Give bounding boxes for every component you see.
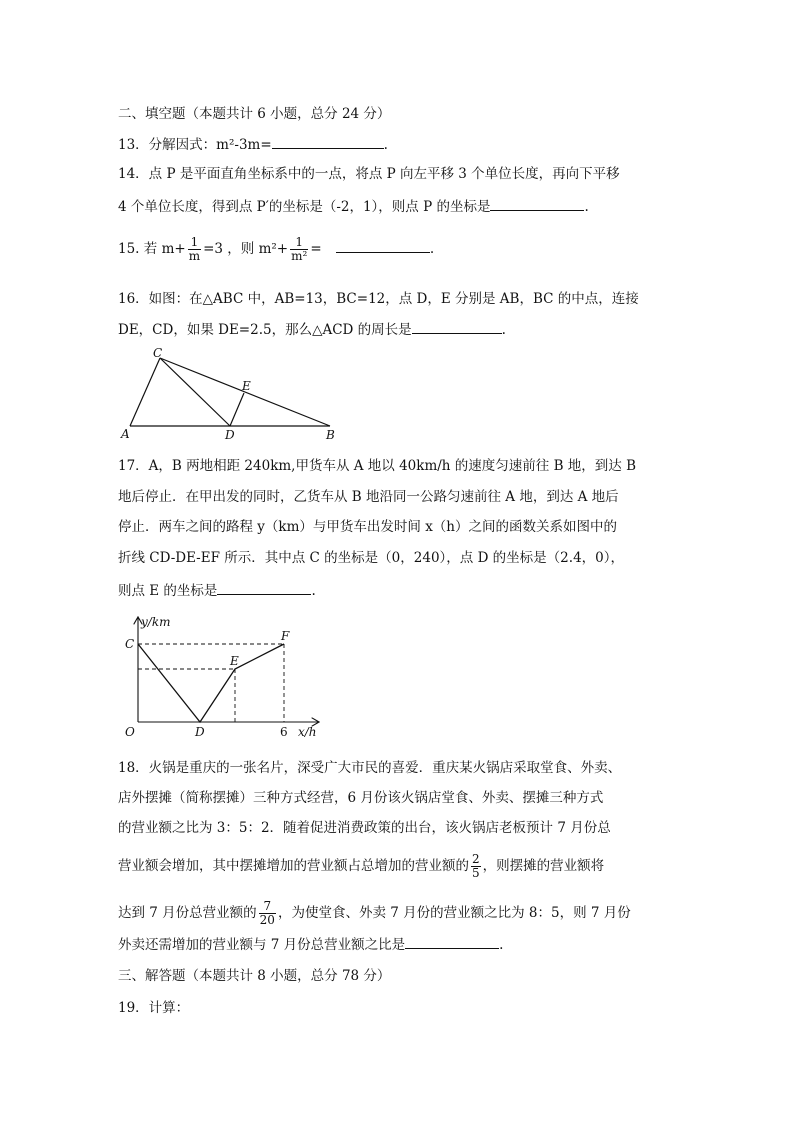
question-13-text: 13．分解因式：m²-3m= — [118, 137, 272, 153]
q15-frac2-num: 1 — [290, 236, 308, 250]
q15-m: m+ — [161, 241, 186, 257]
question-19: 19．计算： — [118, 1000, 190, 1016]
answer-blank-13 — [272, 134, 384, 149]
section-3-title: 三、解答题（本题共计 8 小题，总分 78 分） — [118, 968, 391, 984]
question-16-line-1: 16．如图：在△ABC 中，AB=13，BC=12，点 D，E 分别是 AB，BC 的中点，连接 — [118, 291, 639, 307]
q18-fraction-1 — [471, 853, 481, 880]
q15-then: ，则 — [227, 241, 255, 257]
question-17-line-3: 停止．两车之间的路程 y（km）与甲货车出发时间 x（h）之间的函数关系如图中的 — [118, 519, 617, 535]
q18-frac2-den: 20 — [259, 913, 275, 927]
label-C: C — [125, 637, 135, 651]
q15-number: 15. 若 — [118, 241, 158, 257]
answer-blank-18 — [405, 934, 499, 949]
q18-fraction-2 — [259, 900, 276, 927]
question-17-line-5: 则点 E 的坐标是 . — [118, 580, 316, 601]
answer-blank-17 — [217, 580, 311, 595]
question-18-line-6: 外卖还需增加的营业额与 7 月份总营业额之比是 . — [118, 934, 503, 955]
q15-frac1-num: 1 — [188, 236, 201, 250]
question-16-line-2: DE，CD，如果 DE=2.5，那么△ACD 的周长是 . — [118, 319, 506, 340]
question-18-line-2: 店外摆摊（简称摆摊）三种方式经营，6 月份该火锅店堂食、外卖、摆摊三种方式 — [118, 790, 604, 806]
q18-line5a: 达到 7 月份总营业额的 — [118, 905, 257, 921]
label-D: D — [195, 725, 205, 739]
y-axis-label: y/km — [141, 615, 171, 629]
polyline-CDEF — [138, 644, 284, 722]
answer-blank-15 — [336, 238, 430, 253]
question-17-line-2: 地后停止．在甲出发的同时，乙货车从 B 地沿同一公路匀速前往 A 地，到达 A 地后 — [118, 489, 619, 505]
q15-eq3: =3 — [203, 241, 223, 257]
q15-m2: m²+ — [258, 241, 289, 257]
question-14-text: 4 个单位长度，得到点 P′的坐标是（-2，1），则点 P 的坐标是 — [118, 199, 491, 215]
answer-blank-16 — [412, 319, 502, 334]
question-18-line-5 — [118, 896, 631, 930]
question-17-line-4: 折线 CD-DE-EF 所示．其中点 C 的坐标是（0，240），点 D 的坐标是（2.4，0）， — [118, 550, 624, 566]
question-17-line-1: 17．A，B 两地相距 240km,甲货车从 A 地以 40km/h 的速度匀速前往 B 地，到达 B — [118, 458, 637, 474]
label-E: E — [242, 379, 251, 393]
label-C: C — [153, 346, 163, 360]
answer-blank-14 — [490, 196, 584, 211]
q15-fraction-2 — [290, 236, 308, 263]
q18-frac2-num: 7 — [259, 900, 276, 914]
label-A: A — [121, 427, 130, 441]
tick-6: 6 — [280, 725, 288, 739]
label-E: E — [230, 654, 239, 668]
x-axis-label: x/h — [298, 725, 317, 739]
triangle-figure — [118, 346, 348, 442]
function-graph — [118, 612, 328, 742]
question-18-line-1: 18．火锅是重庆的一张名片，深受广大市民的喜爱．重庆某火锅店采取堂食、外卖、 — [118, 760, 622, 776]
q18-frac1-den: 5 — [472, 866, 480, 880]
q15-eq: = — [310, 241, 322, 257]
question-18-text: 外卖还需增加的营业额与 7 月份总营业额之比是 — [118, 937, 406, 953]
q15-fraction-1 — [188, 236, 201, 263]
question-15: 15. 若 m+ $\frac{1}{m}$ =3 ，则 m²+ $\frac{1}{\text{m²}}$ = . — [118, 235, 435, 263]
label-B: B — [326, 428, 335, 442]
label-O: O — [125, 725, 135, 739]
question-14-line-2: 4 个单位长度，得到点 P′的坐标是（-2，1），则点 P 的坐标是 . — [118, 196, 589, 217]
label-D: D — [225, 428, 235, 442]
q15-frac2-den: m² — [291, 249, 308, 263]
q18-line4b: ，则摆摊的营业额将 — [482, 858, 605, 874]
q18-line5b: ，为使堂食、外卖 7 月份的营业额之比为 8：5，则 7 月份 — [277, 905, 631, 921]
question-18-line-4 — [118, 849, 604, 883]
question-17-text: 则点 E 的坐标是 — [118, 583, 218, 599]
section-2-title: 二、填空题（本题共计 6 小题，总分 24 分） — [118, 106, 391, 122]
q18-line4a: 营业额会增加，其中摆摊增加的营业额占总增加的营业额的 — [118, 858, 469, 874]
question-18-line-3: 的营业额之比为 3：5：2．随着促进消费政策的出台，该火锅店老板预计 7 月份总 — [118, 820, 611, 836]
q15-frac1-den: m — [188, 249, 201, 263]
question-14-line-1: 14．点 P 是平面直角坐标系中的一点，将点 P 向左平移 3 个单位长度，再向下平移 — [118, 166, 620, 182]
question-16-text: DE，CD，如果 DE=2.5，那么△ACD 的周长是 — [118, 322, 412, 338]
question-13: 13．分解因式：m²-3m= . — [118, 134, 388, 155]
q18-frac1-num: 2 — [472, 852, 480, 866]
label-F: F — [281, 629, 290, 643]
